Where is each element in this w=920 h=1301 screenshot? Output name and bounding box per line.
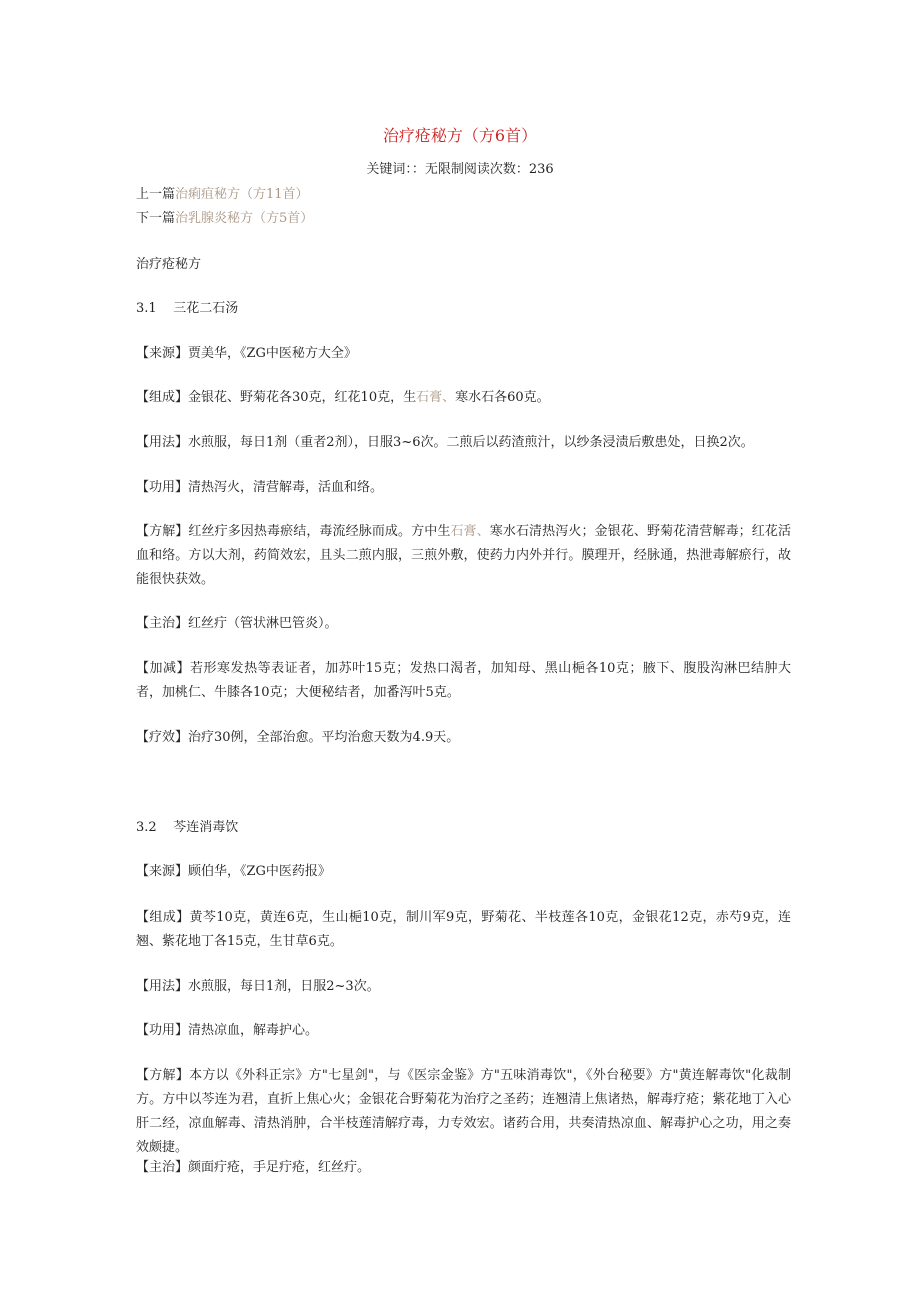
s1-explanation-highlight: 石膏、: [450, 524, 490, 539]
prev-prefix: 上一篇: [136, 187, 176, 202]
meta-line: [0, 158, 920, 182]
s1-composition: [136, 386, 791, 410]
s2-source: 【来源】顾伯华，《ZG中医药报》: [136, 864, 331, 879]
s1-result: 【疗效】治疗30例，全部治愈。平均治愈天数为4.9天。: [136, 730, 460, 745]
s1-explanation: [136, 520, 791, 592]
s2-indication: 【主治】颜面疔疮，手足疔疮，红丝疔。: [136, 1160, 371, 1175]
s1-explanation-b: 寒水石清热泻火；金银花、野菊花清营解毒；红花活血和络。方以大剂，药简效宏，且头二煎内服，三煎外敷，使药力内外并行。膜理开，经脉通，热泄毒解瘀行，故能很快获效。: [136, 524, 791, 587]
prev-article: [136, 183, 791, 207]
s2-explanation: 【方解】本方以《外科正宗》方"七星剑"，与《医宗金鉴》方"五味消毒饮"，《外台秘要》方"黄连解毒饮"化裁制方。方中以芩连为君，直折上焦心火；金银花合野菊花为治疗之圣药；连翘清上焦诸热，解毒疗疮；紫花地丁入心肝二经，凉血解毒、清热消肿，合半枝莲清解疗毒，力专效宏。诸药合用，共奏清热凉血、解毒护心之功，用之奏效颇捷。: [136, 1068, 791, 1155]
s1-composition-b: 寒水石各60克。: [455, 390, 550, 405]
next-prefix: 下一篇: [136, 211, 176, 226]
s1-composition-highlight: 石膏、: [416, 390, 456, 405]
page-title: 治疗疮秘方（方6首）: [382, 126, 538, 145]
s2-effect: 【功用】清热凉血，解毒护心。: [136, 1023, 319, 1038]
read-count: 236: [528, 162, 554, 177]
s1-modification: 【加减】若形寒发热等表证者，加苏叶15克；发热口渴者，加知母、黑山梔各10克；腋下、腹股沟淋巴结肿大者，加桃仁、牛膝各10克；大便秘结者，加番泻叶5克。: [136, 661, 791, 700]
intro-heading: 治疗疮秘方: [136, 257, 202, 272]
s2-composition: 【组成】黄芩10克，黄连6克，生山梔10克，制川军9克，野菊花、半枝莲各10克，金银花12克，赤芍9克，连翘、紫花地丁各15克，生甘草6克。: [136, 910, 791, 949]
s1-effect: 【功用】清热泻火，清营解毒，活血和络。: [136, 480, 384, 495]
s1-indication: 【主治】红丝疔（管状淋巴管炎）。: [136, 616, 338, 631]
s1-composition-a: 【组成】金银花、野菊花各30克，红花10克，生: [136, 390, 417, 405]
s1-source: 【来源】贾美华，《ZG中医秘方大全》: [136, 346, 357, 361]
meta-label: 关键词：：无限制阅读次数：: [366, 162, 529, 177]
s2-usage: 【用法】水煎服，每日1剂，日服2~3次。: [136, 979, 380, 994]
next-article-link[interactable]: 治乳腺炎秘方（方5首）: [175, 211, 314, 226]
section-3-1-heading: 3.1 三花二石汤: [136, 301, 239, 316]
s1-explanation-a: 【方解】红丝疔多因热毒瘀结，毒流经脉而成。方中生: [136, 524, 451, 539]
s1-usage: 【用法】水煎服，每日1剂（重者2剂），日服3~6次。二煎后以药渣煎汁，以纱条浸渍后敷患处，日换2次。: [136, 435, 754, 450]
next-article: [136, 207, 791, 231]
section-3-2-heading: 3.2 芩连消毒饮: [136, 820, 239, 835]
prev-article-link[interactable]: 治痢疽秘方（方11首）: [175, 187, 309, 202]
